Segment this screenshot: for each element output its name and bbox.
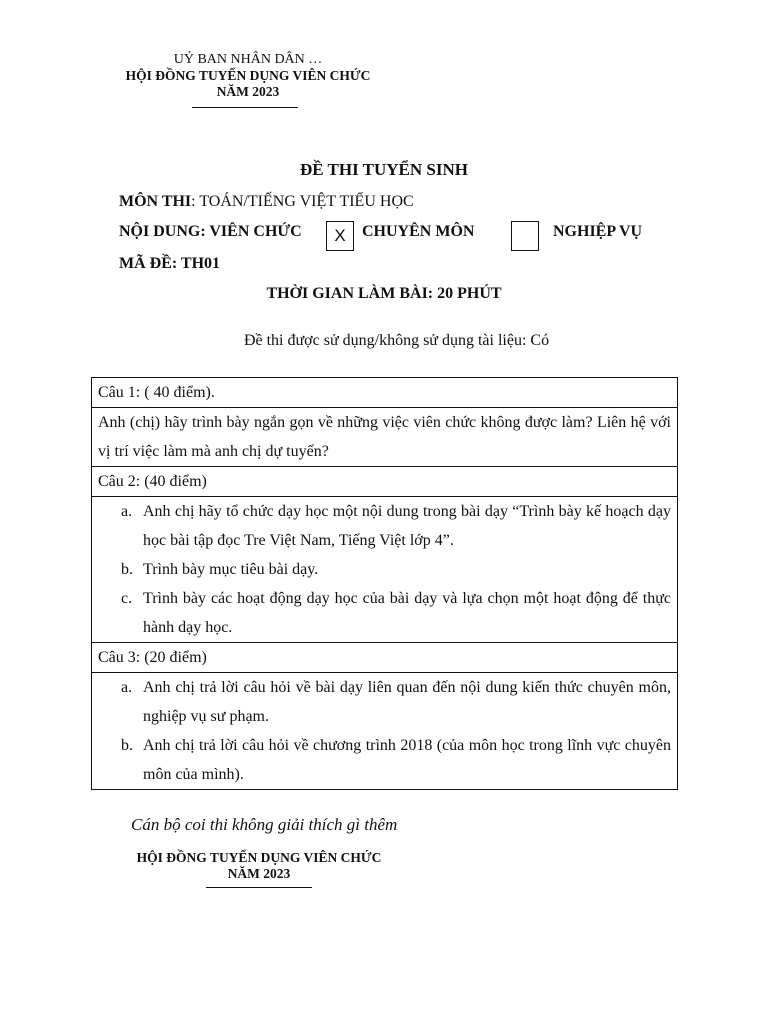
item-marker: a. [121, 503, 133, 520]
proctor-note: Cán bộ coi thi không giải thích gì thêm [131, 815, 398, 834]
question-1-heading: Câu 1: ( 40 điểm). [92, 378, 678, 408]
questions-table [91, 377, 678, 790]
item-marker: c. [121, 590, 133, 607]
question-2-heading: Câu 2: (40 điểm) [92, 467, 678, 497]
footer-council-name: HỘI ĐỒNG TUYỂN DỤNG VIÊN CHỨC [136, 850, 382, 865]
question-3-heading: Câu 3: (20 điểm) [92, 643, 678, 673]
item-text: Anh chị trả lời câu hỏi về chương trình 2018 (của môn học trong lĩnh vực chuyên môn của mình). [143, 737, 671, 783]
issuing-authority-header [120, 52, 376, 100]
checkbox-nghiep-vu[interactable] [511, 221, 539, 251]
header-underline [192, 107, 298, 108]
council-name: HỘI ĐỒNG TUYỂN DỤNG VIÊN CHỨC [125, 68, 371, 83]
table-row [92, 497, 678, 643]
footer-council [130, 850, 388, 882]
header-year: NĂM 2023 [216, 84, 280, 99]
content-label: NỘI DUNG: VIÊN CHỨC [119, 223, 302, 240]
exam-duration: THỜI GIAN LÀM BÀI: 20 PHÚT [266, 285, 502, 302]
list-item [121, 555, 671, 584]
option-chuyen-mon-label: CHUYÊN MÔN [362, 223, 475, 240]
subject-line [119, 193, 414, 211]
materials-note: Đề thi được sử dụng/không sử dụng tài liệu: Có [243, 332, 550, 349]
table-row [92, 378, 678, 408]
table-row [92, 643, 678, 673]
question-3-items [92, 673, 678, 790]
item-marker: b. [121, 561, 133, 578]
authority-name: UỶ BAN NHÂN DÂN … [173, 52, 323, 67]
table-row [92, 408, 678, 467]
footer-year: NĂM 2023 [227, 866, 291, 881]
document-title: ĐỀ THI TUYỂN SINH [299, 160, 468, 179]
item-marker: b. [121, 737, 133, 754]
item-text: Trình bày các hoạt động dạy học của bài dạy và lựa chọn một hoạt động để thực hành dạy học. [143, 590, 671, 636]
item-marker: a. [121, 679, 133, 696]
subject-label: MÔN THI [119, 193, 192, 210]
footer-underline [206, 887, 312, 888]
item-text: Trình bày mục tiêu bài dạy. [143, 561, 319, 578]
question-2-items [92, 497, 678, 643]
item-text: Anh chị trả lời câu hỏi về bài dạy liên quan đến nội dung kiến thức chuyên môn, nghiệp vụ sư phạm. [143, 679, 671, 725]
exam-code: MÃ ĐỀ: TH01 [119, 255, 221, 272]
list-item [121, 673, 671, 731]
list-item [121, 584, 671, 642]
option-nghiep-vu-label: NGHIỆP VỤ [553, 223, 643, 240]
table-row [92, 467, 678, 497]
item-text: Anh chị hãy tổ chức dạy học một nội dung trong bài dạy “Trình bày kế hoạch dạy học bài tập đọc Tre Việt Nam, Tiếng Việt lớp 4”. [143, 503, 671, 549]
question-1-text: Anh (chị) hãy trình bày ngắn gọn về những việc viên chức không được làm? Liên hệ với vị trí việc làm mà anh chị dự tuyến? [92, 408, 678, 467]
checkbox-chuyen-mon[interactable]: X [326, 221, 354, 251]
list-item [121, 497, 671, 555]
table-row [92, 673, 678, 790]
subject-value: : TOÁN/TIẾNG VIỆT TIỂU HỌC [191, 193, 414, 210]
list-item [121, 731, 671, 789]
